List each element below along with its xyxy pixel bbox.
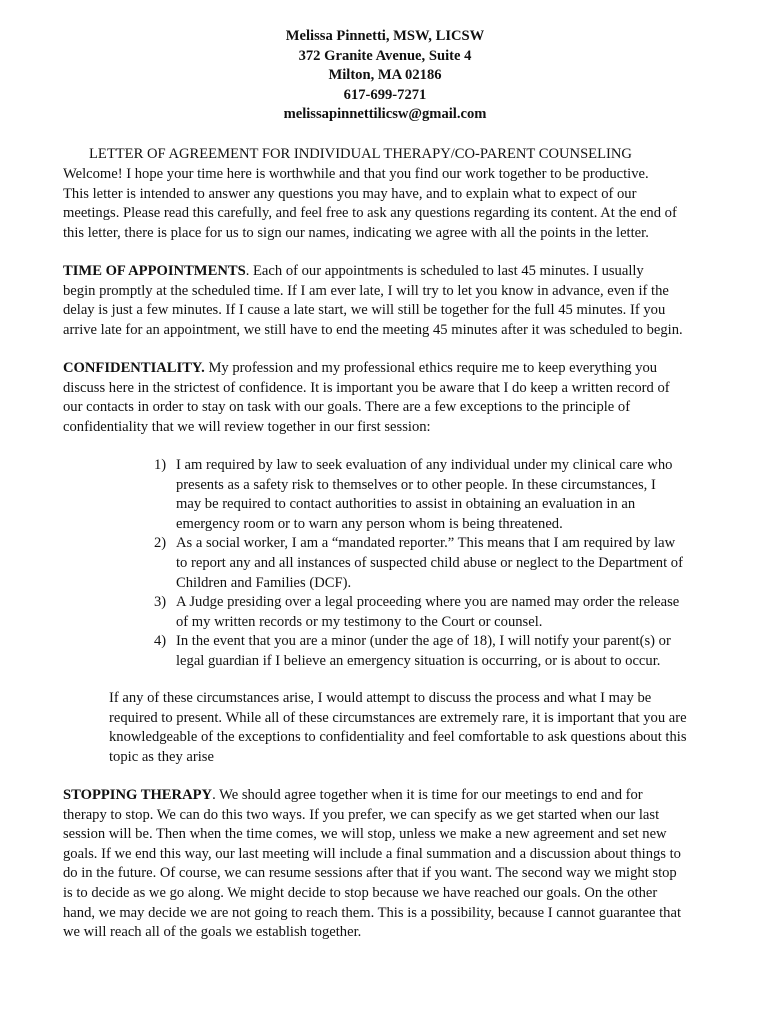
text-line: begin promptly at the scheduled time. If I am ever late, I will try to let you know in advance, even if the — [63, 282, 669, 299]
section-heading: STOPPING THERAPY — [63, 787, 213, 803]
text-line: this letter, there is place for us to sign our names, indicating we agree with all the points in the letter. — [63, 224, 649, 241]
text-line: As a social worker, I am a “mandated reporter.” This means that I am required by law — [176, 535, 676, 552]
stopping-therapy-section — [63, 786, 713, 943]
text-line — [63, 262, 713, 282]
text-line: of my written records or my testimony to the Court or counsel. — [176, 613, 543, 630]
text-line: do in the future. Of course, we can resume sessions after that if you want. The second way we might stop — [63, 865, 677, 882]
text-line: Welcome! I hope your time here is worthwhile and that you find our work together to be productive. — [63, 166, 649, 182]
document-title: LETTER OF AGREEMENT FOR INDIVIDUAL THERAPY/CO-PARENT COUNSELING — [89, 146, 632, 162]
list-number: 4) — [154, 633, 167, 650]
text-line: hand, we may decide we are not going to reach them. This is a possibility, because I cannot guarantee that — [63, 904, 682, 921]
address-line-1: 372 Granite Avenue, Suite 4 — [298, 47, 472, 64]
text-line: Children and Families (DCF). — [176, 574, 352, 591]
text-line: topic as they arise — [109, 748, 214, 765]
address-line-2: Milton, MA 02186 — [328, 67, 442, 84]
letterhead — [0, 27, 770, 125]
list-number: 2) — [154, 535, 167, 552]
list-item — [154, 632, 714, 671]
exceptions-list — [154, 456, 714, 672]
text-line: therapy to stop. We can do this two ways. If you prefer, we can specify as we get started when our last — [63, 806, 660, 823]
text-line: arrive late for an appointment, we still have to end the meeting 45 minutes after it was scheduled to begin. — [63, 321, 683, 338]
text-line: If any of these circumstances arise, I would attempt to discuss the process and what I may be — [109, 690, 652, 706]
text-line: required to present. While all of these circumstances are extremely rare, it is important that you are — [109, 709, 687, 726]
phone-number: 617-699-7271 — [343, 86, 427, 103]
text-line: knowledgeable of the exceptions to confidentiality and feel comfortable to ask questions about this — [109, 729, 687, 746]
text-line: goals. If we end this way, our last meeting will include a final summation and a discussion about things to — [63, 845, 681, 862]
confidentiality-closing-paragraph — [109, 689, 714, 767]
text-line — [63, 786, 713, 806]
text-line: emergency room or to warn any person whom is being threatened. — [176, 515, 563, 532]
section-heading: CONFIDENTIALITY. — [63, 360, 205, 376]
list-number: 1) — [154, 457, 167, 473]
text-line: legal guardian if I believe an emergency situation is occurring, or is about to occur. — [176, 652, 661, 669]
author-name: Melissa Pinnetti, MSW, LICSW — [285, 28, 485, 44]
text-span: My profession and my professional ethics require me to keep everything you — [204, 360, 658, 376]
list-number: 3) — [154, 594, 167, 611]
text-line: presents as a safety risk to themselves or to other people. In these circumstances, I — [176, 476, 656, 493]
text-line: session will be. Then when the time comes, we will stop, unless we make a new agreement and set new — [63, 826, 667, 843]
confidentiality-section — [63, 359, 713, 437]
list-item — [154, 534, 714, 593]
text-line: A Judge presiding over a legal proceeding where you are named may order the release — [176, 594, 680, 611]
text-line: I am required by law to seek evaluation of any individual under my clinical care who — [176, 457, 673, 473]
text-line: delay is just a few minutes. If I cause a late start, we will still be together for the full 45 minutes. If you — [63, 302, 666, 319]
list-item — [154, 456, 714, 534]
intro-paragraph — [63, 165, 713, 243]
text-line: In the event that you are a minor (under the age of 18), I will notify your parent(s) or — [176, 633, 671, 650]
text-line: our contacts in order to stay on task with our goals. There are a few exceptions to the principle of — [63, 399, 631, 416]
text-line: to report any and all instances of suspected child abuse or neglect to the Department of — [176, 554, 683, 571]
appointments-section — [63, 262, 713, 340]
text-line: discuss here in the strictest of confidence. It is important you be aware that I do keep a written record of — [63, 379, 670, 396]
text-line — [63, 359, 713, 379]
text-line: This letter is intended to answer any questions you may have, and to explain what to expect of our — [63, 185, 637, 202]
text-line: is to decide as we go along. We might decide to stop because we have reached our goals. On the other — [63, 884, 658, 901]
email-address: melissapinnettilicsw@gmail.com — [283, 106, 487, 123]
section-heading: TIME OF APPOINTMENTS — [63, 263, 246, 279]
text-span: . Each of our appointments is scheduled to last 45 minutes. I usually — [245, 263, 644, 279]
text-line: we will reach all of the goals we establish together. — [63, 924, 362, 941]
text-line: confidentiality that we will review together in our first session: — [63, 418, 431, 435]
text-line: may be required to contact authorities to assist in obtaining an evaluation in an — [176, 496, 636, 513]
text-span: . We should agree together when it is time for our meetings to end and for — [212, 787, 643, 803]
text-line: meetings. Please read this carefully, and feel free to ask any questions regarding its content. At the end of — [63, 205, 677, 222]
list-item — [154, 593, 714, 632]
